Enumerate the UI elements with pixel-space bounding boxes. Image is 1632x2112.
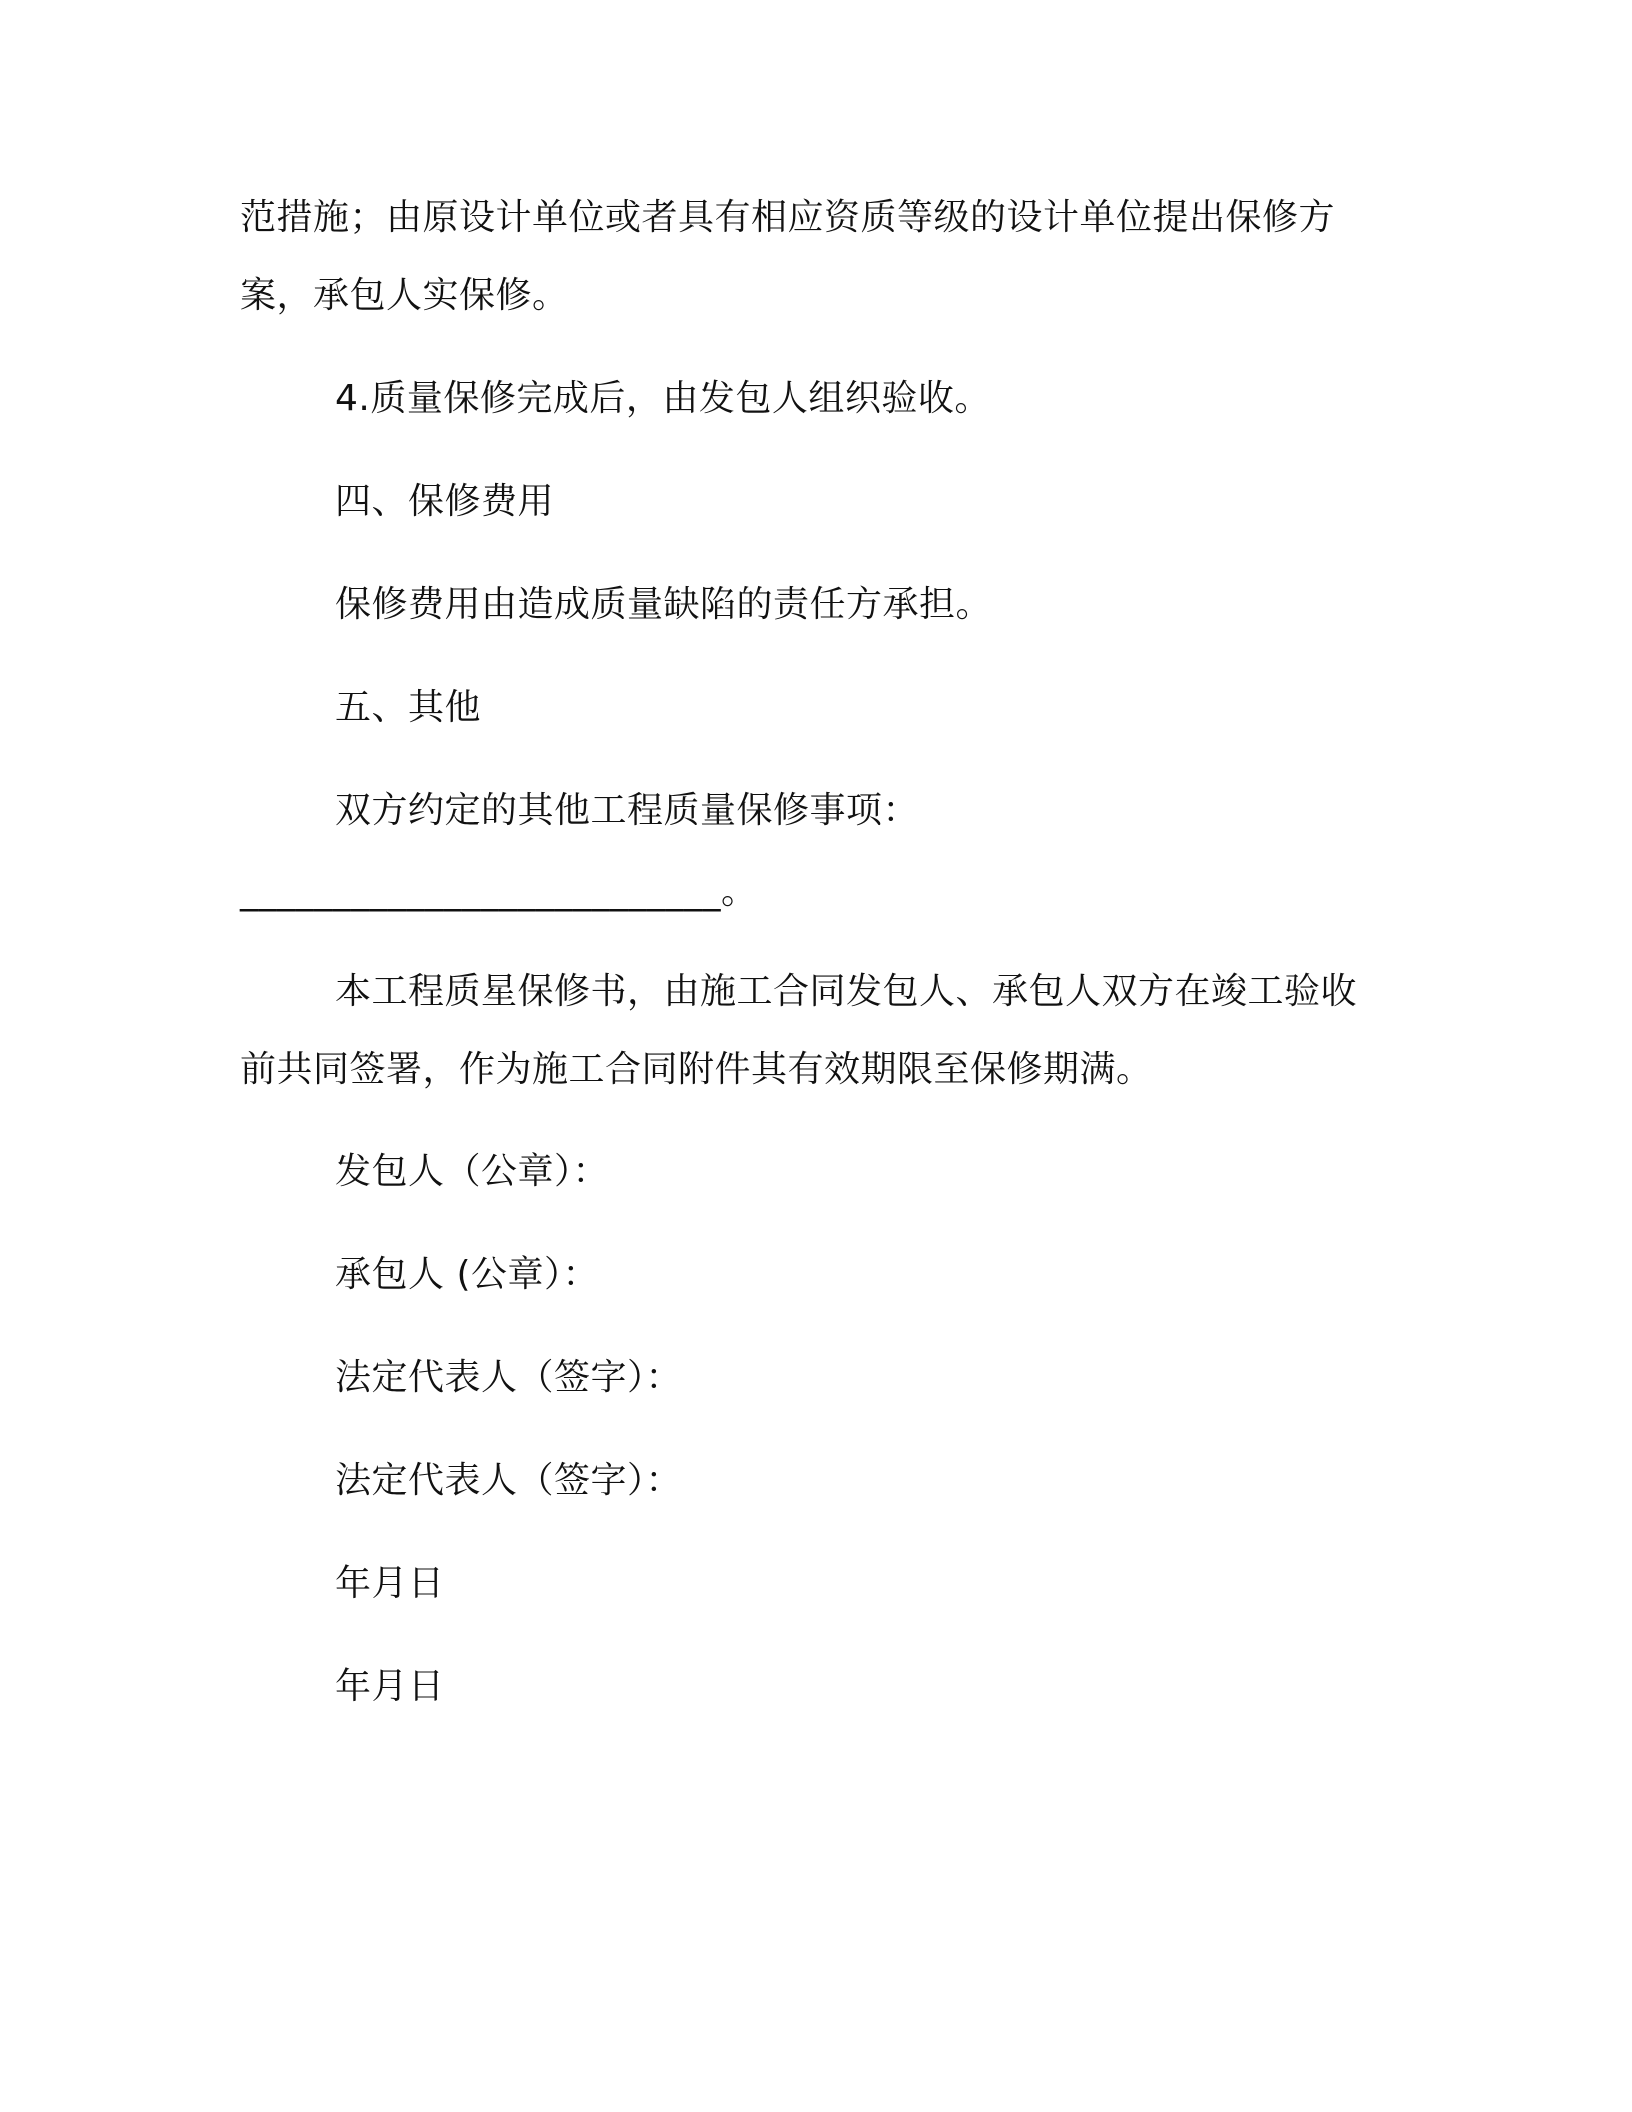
section-heading: 四、保修费用 xyxy=(335,481,555,522)
paragraph-line: 4.质量保修完成后，由发包人组织验收。 xyxy=(335,378,991,419)
paragraph-line: 保修费用由造成质量缺陷的责任方承担。 xyxy=(335,584,993,625)
paragraph-line: 前共同签署，作为施工合同附件其有效期限至保修期满。 xyxy=(240,1049,1153,1090)
paragraph-line: 范措施；由原设计单位或者具有相应资质等级的设计单位提出保修方 xyxy=(240,197,1336,238)
section-heading: 五、其他 xyxy=(335,687,482,728)
signature-field-contractor: 承包人 (公章）： xyxy=(335,1254,599,1295)
legal-representative-signature: 法定代表人（签字）： xyxy=(335,1460,683,1501)
paragraph-line: 本工程质星保修书，由施工合同发包人、承包人双方在竣工验收 xyxy=(335,971,1358,1012)
paragraph-line: 双方约定的其他工程质量保修事项： xyxy=(335,790,920,831)
legal-representative-signature: 法定代表人（签字）： xyxy=(335,1357,683,1398)
paragraph-line: 案，承包人实保修。 xyxy=(240,275,569,316)
date-field: 年月日 xyxy=(335,1666,445,1707)
blank-fill-line: __________________________。 xyxy=(240,871,758,912)
date-field: 年月日 xyxy=(335,1563,445,1604)
signature-field-employer: 发包人（公章）： xyxy=(335,1151,610,1192)
